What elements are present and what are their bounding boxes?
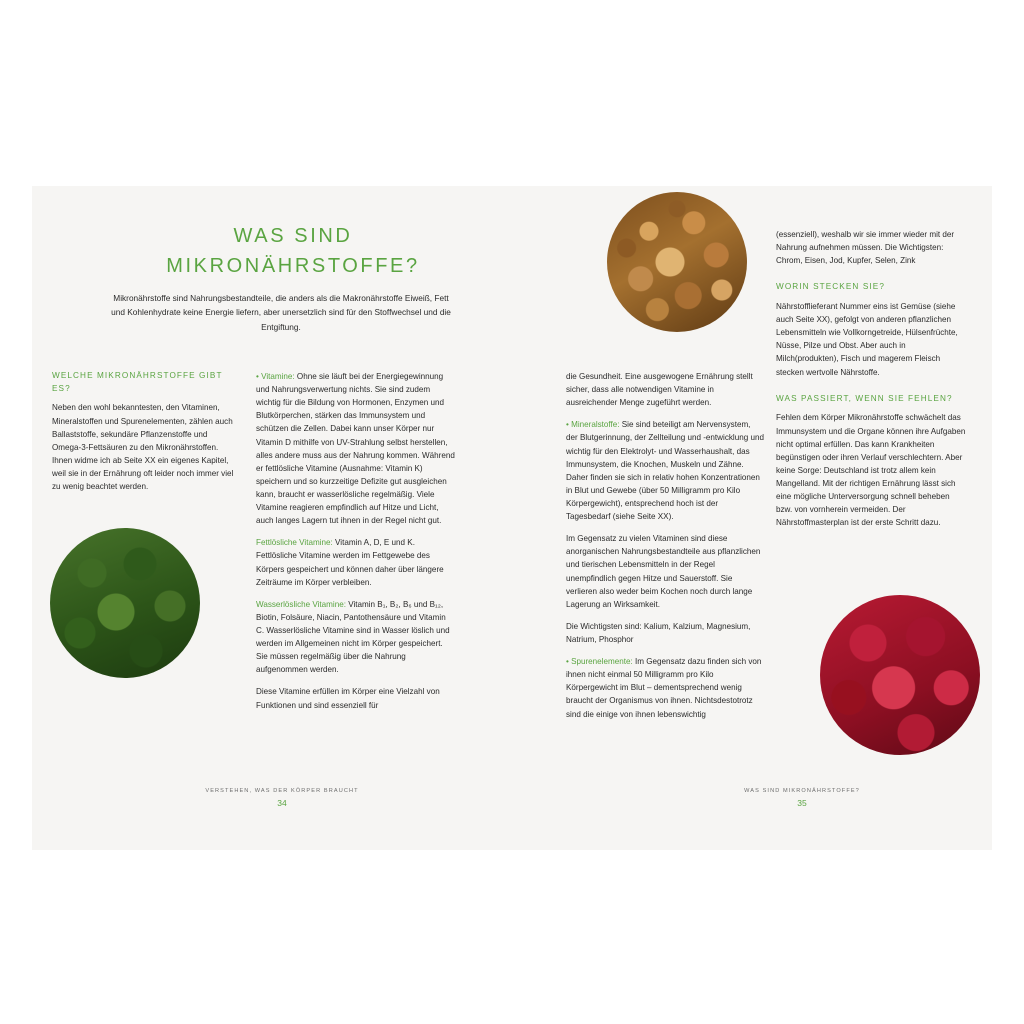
mangel-paragraph: Fehlen dem Körper Mikronährstoffe schwächelt das Immunsystem und die Organe können ihre Aufgaben nicht optimal erfüllen. Das kann Krankheiten begünstigen oder ihren Verlauf verschlechtern. Aber keine Sorge: Deutschland ist trotz allem kein Mangelland. Mit der richtigen Ernährung lässt sich eine mögliche Unterversorgung schnell beheben bzw. von vornherein vermeiden. Der Nährstoffmasterplan ist der erste Schritt dazu. <box>776 413 966 528</box>
column-one <box>52 370 234 493</box>
wasserloesliche-text: Vitamin B₁, B₂, B₆ und B₁₂, Biotin, Folsäure, Niacin, Pantothensäure und Vitamin C. Wasserlösliche Vitamine sind in Wasser löslich und werden im Allgemeinen nicht im Körper gespeichert. Sie müssen regelmäßig über die Nahrung aufgenommen werden. <box>256 599 450 675</box>
footer-left <box>162 788 402 808</box>
vitamine-label: • Vitamine: <box>256 372 295 381</box>
lead-paragraph-block <box>106 291 456 334</box>
fettloesliche-label: Fettlösliche Vitamine: <box>256 538 333 548</box>
column-one-paragraph: Neben den wohl bekanntesten, den Vitaminen, Mineralstoffen und Spurenelementen, zählen auch Ballaststoffe, sekundäre Pflanzenstoffe und Omega-3-Fettsäuren zu den Mikronährstoffen. Ihnen widme ich ab Seite XX ein eigenes Kapitel, weil sie in der Ernährung oft leider noch immer viel zu wenig beachtet werden. <box>52 403 234 492</box>
page-title <box>128 221 458 281</box>
mineralstoffe-text: Sie sind beteiligt am Nervensystem, der Blutgerinnung, der Zellteilung und -entwicklung und wichtig für den Elektrolyt- und Wasserhaushalt, das Immunsystem, die Knochen, Muskeln und Zähne. Daher finden sie sich in relativ hohen Konzentrationen in Blut und Gewebe (über 50 Milligramm pro Kilo Körpergewicht), entsprechend hoch ist der Tagesbedarf (siehe Seite XX). <box>566 420 764 522</box>
book-spread <box>32 186 992 850</box>
subhead-welche-mikronaehrstoffe: WELCHE MIKRONÄHRSTOFFE GIBT ES? <box>52 371 223 393</box>
fettloesliche-text: Vitamin A, D, E und K. Fettlösliche Vitamine werden im Fettgewebe des Körpers gespeichert und können daher über längere Zeiträume im Körper verbleiben. <box>256 538 444 587</box>
subhead-worin-stecken-sie: WORIN STECKEN SIE? <box>776 282 885 292</box>
footer-right-page-number: 35 <box>797 798 807 808</box>
mineralstoffe-wichtigste-paragraph: Die Wichtigsten sind: Kalium, Kalzium, Magnesium, Natrium, Phosphor <box>566 621 751 644</box>
mineralstoffe-hitze-paragraph: Im Gegensatz zu vielen Vitaminen sind diese anorganischen Nahrungsbestandteile aus pflanzlichen und tierischen Lebensmitteln in der Regel unempfindlich gegen Hitze und Sauerstoff. Sie verlieren also weder beim Kochen noch durch lange Lagerung an Wirksamkeit. <box>566 534 761 609</box>
gesundheit-paragraph: die Gesundheit. Eine ausgewogene Ernährung stellt sicher, dass alle notwendigen Vitamine in ausreichender Menge zugeführt werden. <box>566 372 753 408</box>
spurenelemente-text: Im Gegensatz dazu finden sich von ihnen nicht einmal 50 Milligramm pro Kilo Körpergewicht im Blut – dementsprechend wenig braucht der Organismus von ihnen. Nichtsdestotrotz sind die einige von ihnen lebenswichtig <box>566 657 762 719</box>
fettloesliche-paragraph <box>256 536 456 588</box>
vitamine-funktionen-paragraph: Diese Vitamine erfüllen im Körper eine Vielzahl von Funktionen und sind essenziell für <box>256 687 440 710</box>
essenziell-paragraph: (essenziell), weshalb wir sie immer wieder mit der Nahrung aufnehmen müssen. Die Wichtigsten: Chrom, Eisen, Jod, Kupfer, Selen, Zink <box>776 230 955 266</box>
footer-left-page-number: 34 <box>277 798 287 808</box>
walnuts-photo <box>607 192 747 332</box>
column-two <box>256 370 456 712</box>
footer-right-label: WAS SIND MIKRONÄHRSTOFFE? <box>744 788 860 794</box>
broccoli-photo <box>50 528 200 678</box>
footer-right <box>682 788 922 808</box>
lead-paragraph: Mikronährstoffe sind Nahrungsbestandteile, die anders als die Makronährstoffe Eiweiß, Fett und Kohlenhydrate keine Energie liefern, aber unersetzlich sind für den Stoffwechsel und die Entgiftung. <box>111 293 451 332</box>
column-four <box>776 228 968 529</box>
raspberries-photo <box>820 595 980 755</box>
vitamine-paragraph <box>256 370 456 527</box>
mineralstoffe-paragraph <box>566 418 764 523</box>
naehrstofflieferant-paragraph: Nährstofflieferant Nummer eins ist Gemüse (siehe auch Seite XX), gefolgt von anderen pflanzlichen Lebensmitteln wie Vollkorngetreide, Hülsenfrüchte, Nüsse, Pilze und Obst. Aber auch in Milch(produkten), Fisch und magerem Fleisch stecken wertvolle Nährstoffe. <box>776 302 958 377</box>
vitamine-text: Ohne sie läuft bei der Energiegewinnung und Nahrungsverwertung nichts. Sie sind zudem wichtig für die Bildung von Hormonen, Enzymen und Blutkörperchen, stärken das Immunsystem und schützen die Zellen. Dabei kann unser Körper nur Vitamin D mithilfe von UV-Strahlung selbst herstellen, alles andere muss aus der Nahrung kommen. Während er fettlösliche Vitamine (Ausnahme: Vitamin K) speichern und so kurzzeitige Defizite gut ausgleichen kann, braucht er wasserlösliche regelmäßig. Viele Vitamine reagieren empfindlich auf Hitze und Licht, auch langes Lagern tut ihnen in der Regel nicht gut. <box>256 372 455 526</box>
wasserloesliche-paragraph <box>256 598 456 677</box>
column-three <box>566 370 764 721</box>
footer-left-label: VERSTEHEN, WAS DER KÖRPER BRAUCHT <box>205 788 359 794</box>
page-title-line-1: WAS SIND <box>233 225 353 247</box>
spurenelemente-label: • Spurenelemente: <box>566 657 633 667</box>
subhead-was-passiert-wenn-sie-fehlen: WAS PASSIERT, WENN SIE FEHLEN? <box>776 393 953 403</box>
mineralstoffe-label: • Mineralstoffe: <box>566 420 620 430</box>
wasserloesliche-label: Wasserlösliche Vitamine: <box>256 599 346 609</box>
spurenelemente-paragraph <box>566 655 764 721</box>
page-title-line-2: MIKRONÄHRSTOFFE? <box>166 255 420 277</box>
